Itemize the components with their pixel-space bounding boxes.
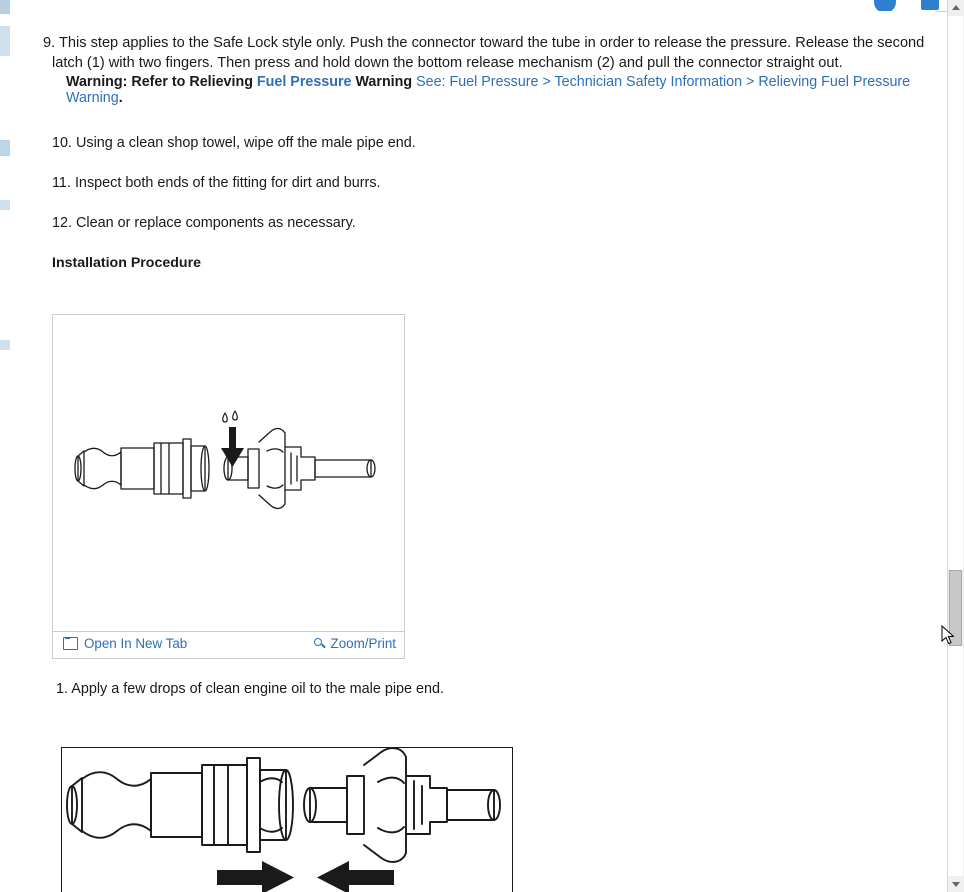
- vertical-scrollbar[interactable]: [947, 0, 964, 892]
- open-in-new-tab-label: Open In New Tab: [84, 636, 188, 651]
- figure-1-toolbar: [53, 631, 404, 658]
- step-10-number: 10.: [52, 135, 73, 151]
- step-10: [52, 135, 416, 151]
- edge-segment: [0, 340, 10, 350]
- step-12-text: Clean or replace components as necessary.: [76, 215, 356, 231]
- scroll-up-arrow-icon: [952, 5, 960, 10]
- warning-mid: Warning: [351, 74, 417, 90]
- fuel-pressure-link[interactable]: Fuel Pressure: [256, 74, 352, 90]
- figure-1: [52, 314, 405, 659]
- install-step-1: [56, 681, 444, 697]
- step-11-number: 11.: [52, 175, 71, 191]
- step-9-number: 9.: [43, 35, 56, 51]
- step-10-text: Using a clean shop towel, wipe off the male pipe end.: [76, 135, 416, 151]
- warning-prefix: Warning: Refer to Relieving: [66, 74, 257, 90]
- open-in-new-tab-button[interactable]: [63, 636, 187, 651]
- edge-segment: [0, 26, 10, 56]
- zoom-print-button[interactable]: [314, 636, 396, 651]
- warning-suffix: .: [118, 90, 123, 106]
- step-11-text: Inspect both ends of the fitting for dirt and burrs.: [74, 175, 381, 191]
- document-pane: [10, 11, 935, 892]
- print-button[interactable]: [921, 0, 939, 10]
- magnifier-icon: [314, 638, 326, 650]
- edge-segment: [0, 200, 10, 210]
- figure-2-illustration: [62, 748, 512, 892]
- figure-1-illustration: [53, 315, 404, 632]
- scroll-up-button[interactable]: [948, 0, 963, 16]
- scroll-track-lower[interactable]: [948, 646, 963, 876]
- step-9-text: This step applies to the Safe Lock style only. Push the connector toward the tube in order to release the pressure. Release the second latch (1) with two fingers. Then press and hold down the bottom release mechanism (2) and pull the connector straight out.: [52, 35, 925, 72]
- step-11: [52, 175, 381, 191]
- edge-segment: [0, 0, 10, 14]
- edge-segment: [0, 140, 10, 156]
- scroll-thumb[interactable]: [949, 570, 962, 646]
- toolbar-buttons: [724, 0, 964, 10]
- open-in-new-tab-icon: [63, 637, 78, 650]
- install-step-1-number: 1.: [56, 681, 69, 697]
- install-step-1-text: Apply a few drops of clean engine oil to the male pipe end.: [71, 681, 445, 697]
- step-9: [43, 33, 928, 73]
- scroll-down-button[interactable]: [948, 876, 963, 892]
- step-12: [52, 215, 356, 231]
- browser-left-edge: [0, 0, 10, 892]
- see-reference-link[interactable]: See: Fuel Pressure > Technician Safety Information > Relieving Fuel Pressure Warning: [66, 74, 911, 106]
- section-heading: Installation Procedure: [52, 255, 202, 271]
- figure-2: [61, 747, 513, 892]
- step-12-number: 12.: [52, 215, 73, 231]
- warning-note: [66, 74, 935, 106]
- scroll-track-upper[interactable]: [948, 16, 963, 570]
- scroll-down-arrow-icon: [952, 882, 960, 887]
- zoom-print-label: Zoom/Print: [330, 636, 396, 651]
